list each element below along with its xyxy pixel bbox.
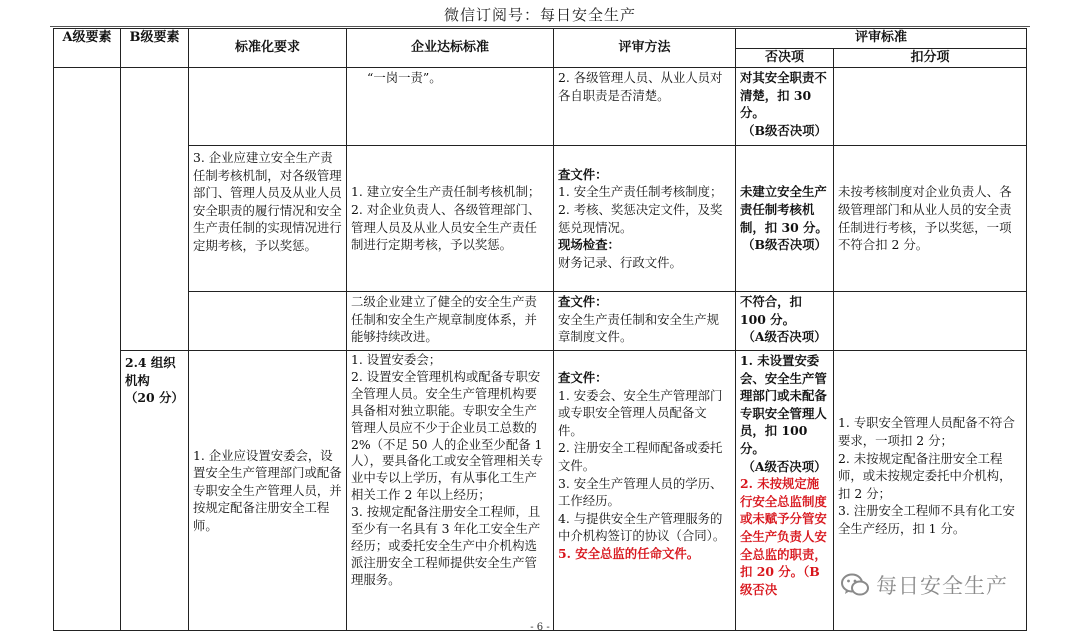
row3-veto: 不符合，扣 100 分。 （A级否决项） [736,292,834,351]
col-enterprise-standard: 企业达标标准 [347,29,554,68]
row4-standard: 1. 设置安委会； 2. 设置安全管理机构或配备专职安全管理人员。安全生产管理机构要具备相对独立职能。专职安全生产管理人员应不少于企业员工总数的 2%（不足 50 人的企业至少配备 1 人），要具备化工或安全管理相关专业中专以上学历，有从事化工生产相关工作 2 年以上经历； 3. 按规定配备注册安全工程师，且至少有一名具有 3 年化工安全生产经历；或委托安全生产中介机构选派注册安全工程师提供安全生产管理服务。 [347,351,554,631]
row2-method: 查文件： 1. 安全生产责任制考核制度； 2. 考核、奖惩决定文件，及奖惩兑现情况。 现场检查： 财务记录、行政文件。 [554,146,736,292]
row2-veto: 未建立安全生产责任制考核机制，扣 30 分。 （B级否决项） [736,146,834,292]
watermark [840,570,1008,600]
requirement-cell-empty [189,68,347,146]
row4-b-element: 2.4 组织机构 （20 分） [121,351,189,631]
row1-method: 2. 各级管理人员、从业人员对各自职责是否清楚。 [554,68,736,146]
col-criteria: 评审标准 [736,29,1027,49]
page-number: - 6 - [530,622,550,633]
col-b-level: B级要素 [121,29,189,68]
row4-deduct: 1. 专职安全管理人员配备不符合要求，一项扣 2 分； 2. 未按规定配备注册安全工程师，或未按规定委托中介机构，扣 2 分； 3. 注册安全工程师不具有化工安全生产经历，扣 1 分。 [834,351,1027,631]
standards-table [53,28,1027,631]
row2-standard: 1. 建立安全生产责任制考核机制； 2. 对企业负责人、各级管理部门、管理人员及从业人员安全生产责任制进行定期考核，予以奖惩。 [347,146,554,292]
col-requirement: 标准化要求 [189,29,347,68]
row2-requirement: 3. 企业应建立安全生产责任制考核机制，对各级管理部门、管理人员及从业人员安全职责的履行情况和安全生产责任制的实现情况进行定期考核，予以奖惩。 [189,146,347,292]
row4-method: 查文件： 1. 安委会、安全生产管理部门或专职安全管理人员配备文件。 2. 注册安全工程师配备或委托文件。 3. 安全生产管理人员的学历、工作经历。 4. 与提供安全生产管理服务的中介机构签订的协议（合同）。 5. 安全总监的任命文件。 [554,351,736,631]
a-level-cell [54,68,121,631]
row2-deduct: 未按考核制度对企业负责人、各级管理部门和从业人员的安全责任制进行考核，予以奖惩，一项不符合扣 2 分。 [834,146,1027,292]
row1-veto: 对其安全职责不清楚，扣 30 分。 （B级否决项） [736,68,834,146]
row3-deduct [834,292,1027,351]
row3-requirement-empty [189,292,347,351]
b-level-cell [121,68,189,351]
col-veto: 否决项 [736,49,834,68]
row1-standard: “一岗一责”。 [347,68,554,146]
wechat-icon [840,572,870,598]
row4-requirement: 1. 企业应设置安委会，设置安全生产管理部门或配备专职安全生产管理人员，并按规定配备注册安全工程师。 [189,351,347,631]
row3-standard: 二级企业建立了健全的安全生产责任制和安全生产规章制度体系，并能够持续改进。 [347,292,554,351]
row4-veto: 1. 未设置安委会、安全生产管理部门或未配备专职安全管理人员，扣 100 分。 （A级否决项） 2. 未按规定施行安全总监制度或未赋予分管安全生产负责人安全总监的职责，扣 20 分。（B 级否决 [736,351,834,631]
row1-deduct [834,68,1027,146]
watermark-text: 每日安全生产 [876,574,1008,598]
header-rule [50,26,1030,27]
page-header: 微信订阅号：每日安全生产 [443,6,636,24]
col-a-level: A级要素 [54,29,121,68]
col-method: 评审方法 [554,29,736,68]
col-deduct: 扣分项 [834,49,1027,68]
row3-method: 查文件： 安全生产责任制和安全生产规章制度文件。 [554,292,736,351]
